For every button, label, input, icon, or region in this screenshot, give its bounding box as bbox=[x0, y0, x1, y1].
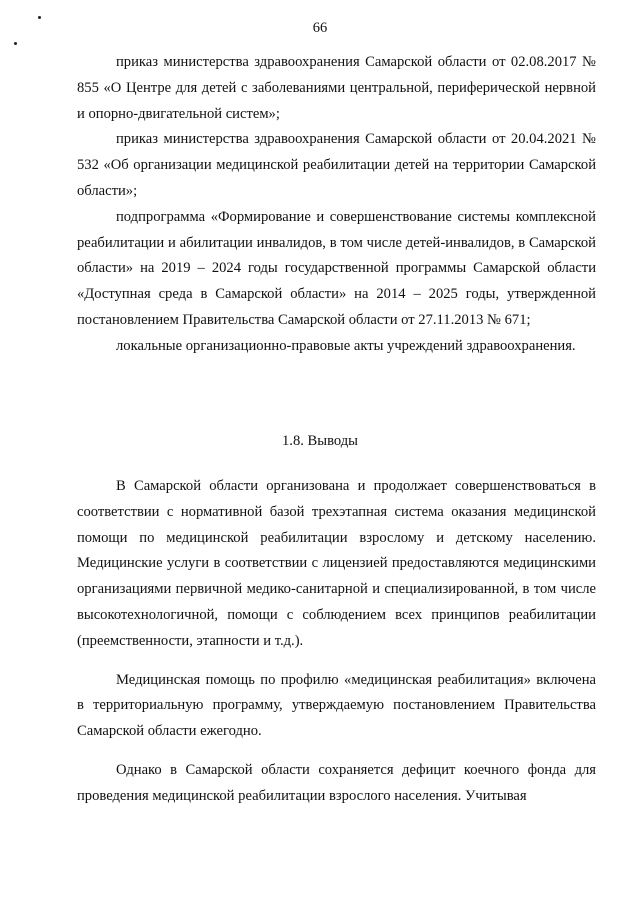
legal-acts-list bbox=[77, 50, 596, 360]
section-heading: 1.8. Выводы bbox=[282, 433, 358, 449]
list-item: приказ министерства здравоохранения Самарской области от 20.04.2021 № 532 «Об организации медицинской реабилитации детей на территории Самарской области»; bbox=[77, 131, 596, 199]
list-item: подпрограмма «Формирование и совершенствование системы комплексной реабилитации и абилитации инвалидов, в том числе детей-инвалидов, в Самарской области» на 2019 – 2024 годы государственной программы Самарской области «Доступная среда в Самарской области» на 2014 – 2025 годы, утвержденной постановлением Правительства Самарской области от 27.11.2013 № 671; bbox=[77, 208, 596, 328]
list-item: приказ министерства здравоохранения Самарской области от 02.08.2017 № 855 «О Центре для детей с заболеваниями центральной, периферической нервной и опорно-двигательной систем»; bbox=[77, 54, 596, 122]
conclusion-paragraph: Однако в Самарской области сохраняется дефицит коечного фонда для проведения медицинской реабилитации взрослого населения. Учитывая bbox=[77, 761, 596, 804]
scan-speck bbox=[38, 16, 41, 19]
page-number: 66 bbox=[312, 20, 328, 36]
conclusion-paragraph: Медицинская помощь по профилю «медицинская реабилитация» включена в территориальную программу, утверждаемую постановлением Правительства Самарской области ежегодно. bbox=[77, 671, 596, 740]
conclusion-paragraph: В Самарской области организована и продолжает совершенствоваться в соответствии с нормативной базой трехэтапная система оказания медицинской помощи по медицинской реабилитации взрослому и детскому населению. Медицинские услуги в соответствии с лицензией предоставляются медицинскими организациями первичной медико-санитарной и специализированной, в том числе высокотехнологичной, помощи с соблюдением всех принципов реабилитации (преемственности, этапности и т.д.). bbox=[77, 478, 596, 649]
scan-speck bbox=[14, 42, 17, 45]
conclusions-body bbox=[77, 474, 596, 810]
list-item: локальные организационно-правовые акты учреждений здравоохранения. bbox=[116, 337, 576, 354]
